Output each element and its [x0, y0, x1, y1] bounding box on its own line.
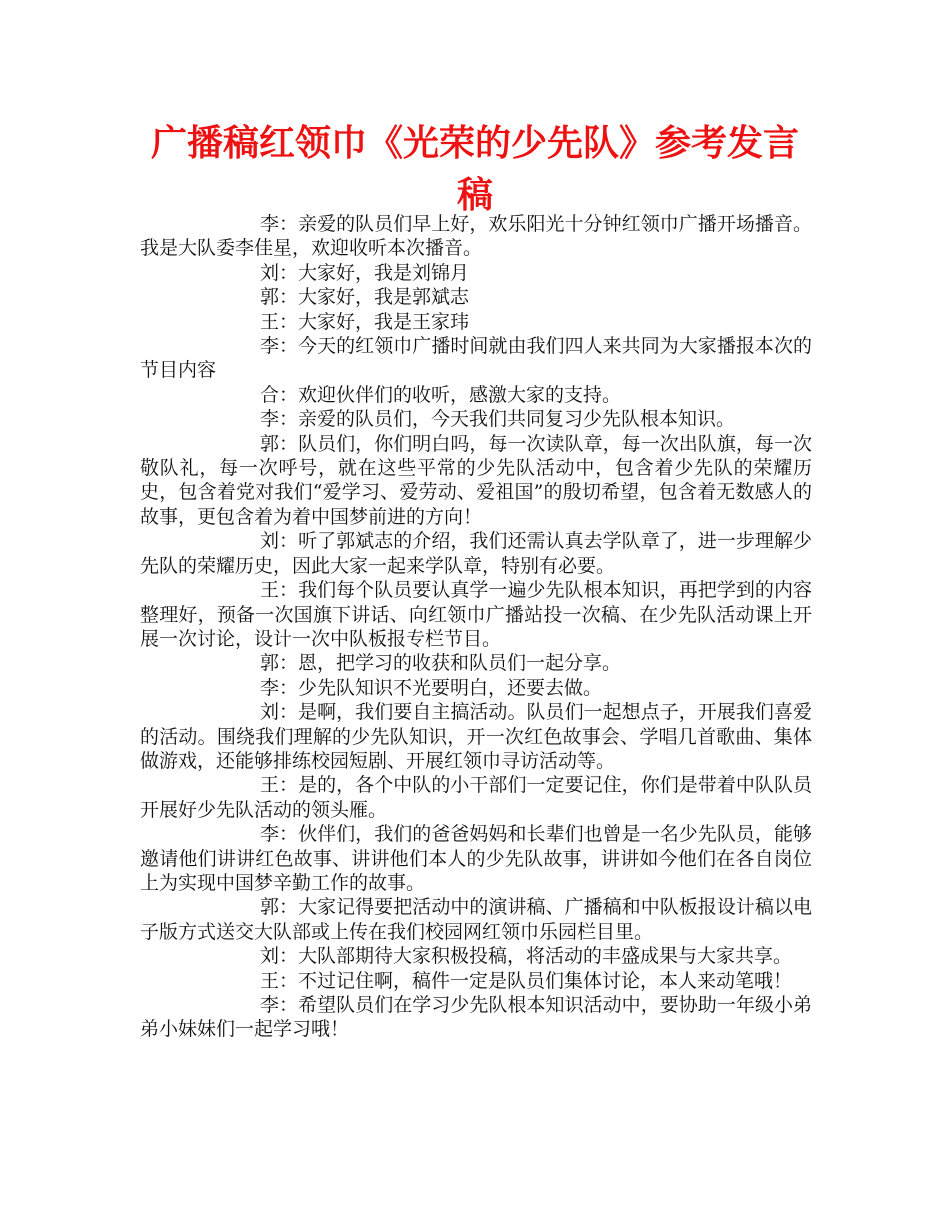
document-body: [140, 212, 812, 1042]
paragraph: 刘：大家好，我是刘锦月: [260, 261, 470, 284]
paragraph: 郭：队员们，你们明白吗，每一次读队章，每一次出队旗，每一次敬队礼，每一次呼号，就在这些平常的少先队活动中，包含着少先队的荣耀历史，包含着党对我们“爱学习、爱劳动、爱祖国”的殷切希望，包含着无数感人的故事，更包含着为着中国梦前进的方向！: [140, 432, 812, 528]
paragraph: 刘：是啊，我们要自主搞活动。队员们一起想点子，开展我们喜爱的活动。围绕我们理解的少先队知识，开一次红色故事会、学唱几首歌曲、集体做游戏，还能够排练校园短剧、开展红领巾寻访活动等。: [140, 701, 812, 772]
paragraph: 王：大家好，我是王家玮: [260, 310, 470, 333]
paragraph: 李：希望队员们在学习少先队根本知识活动中，要协助一年级小弟弟小妹妹们一起学习哦！: [140, 994, 812, 1041]
paragraph: 李：伙伴们，我们的爸爸妈妈和长辈们也曾是一名少先队员，能够邀请他们讲讲红色故事、讲讲他们本人的少先队故事，讲讲如今他们在各自岗位上为实现中国梦辛勤工作的故事。: [140, 823, 812, 894]
paragraph: 郭：恩，把学习的收获和队员们一起分享。: [260, 652, 622, 675]
paragraph: 郭：大家好，我是郭斌志: [260, 286, 470, 309]
paragraph: 郭：大家记得要把活动中的演讲稿、广播稿和中队板报设计稿以电子版方式送交大队部或上传在我们校园网红领巾乐园栏目里。: [140, 896, 812, 943]
paragraph: 李：今天的红领巾广播时间就由我们四人来共同为大家播报本次的节目内容: [140, 335, 812, 382]
paragraph: 王：我们每个队员要认真学一遍少先队根本知识，再把学到的内容整理好，预备一次国旗下讲话、向红领巾广播站投一次稿、在少先队活动课上开展一次讨论，设计一次中队板报专栏节目。: [140, 579, 812, 650]
paragraph: 合：欢迎伙伴们的收听，感激大家的支持。: [260, 383, 622, 406]
paragraph: 王：是的，各个中队的小干部们一定要记住，你们是带着中队队员开展好少先队活动的领头雁。: [140, 774, 812, 821]
paragraph: 李：亲爱的队员们早上好，欢乐阳光十分钟红领巾广播开场播音。我是大队委李佳星，欢迎收听本次播音。: [140, 213, 812, 260]
paragraph: 王：不过记住啊，稿件一定是队员们集体讨论，本人来动笔哦！: [260, 969, 793, 992]
paragraph: 李：少先队知识不光要明白，还要去做。: [260, 676, 603, 699]
paragraph: 刘：听了郭斌志的介绍，我们还需认真去学队章了，进一步理解少先队的荣耀历史，因此大家一起来学队章，特别有必要。: [140, 530, 812, 577]
document-title: 广播稿红领巾《光荣的少先队》参考发言稿: [150, 123, 799, 216]
paragraph: 李：亲爱的队员们，今天我们共同复习少先队根本知识。: [260, 408, 736, 431]
paragraph: 刘：大队部期待大家积极投稿，将活动的丰盛成果与大家共享。: [260, 945, 793, 968]
